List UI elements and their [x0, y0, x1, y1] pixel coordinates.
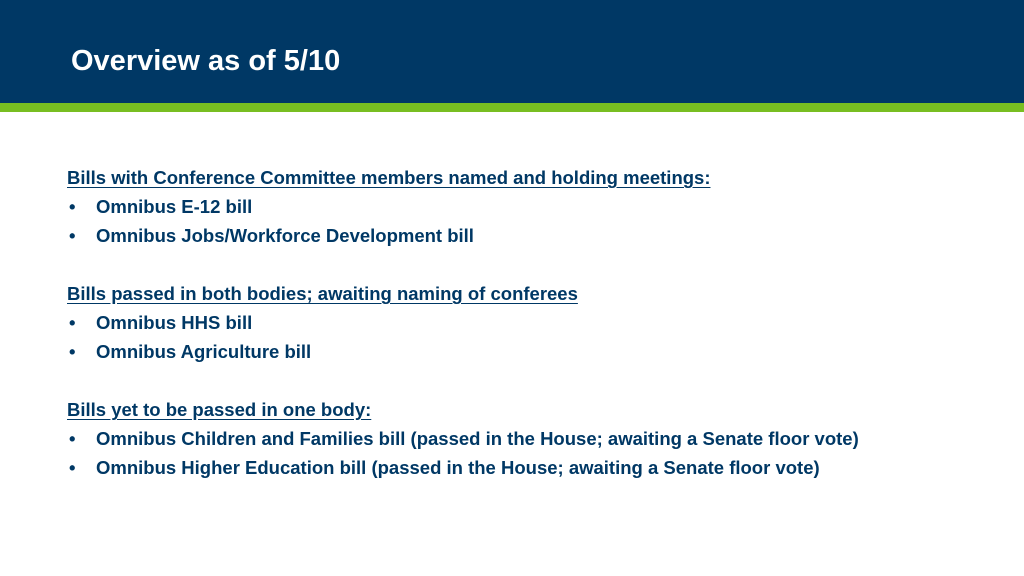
- list-item: [67, 192, 997, 221]
- section-heading: Bills passed in both bodies; awaiting naming of conferees: [67, 283, 578, 304]
- section-conference-committee: [67, 163, 997, 250]
- bullet-icon: •: [69, 312, 76, 333]
- list-item-text: Omnibus HHS bill: [96, 312, 253, 333]
- bullet-icon: •: [69, 341, 76, 362]
- list-item: [67, 337, 997, 366]
- slide-body: [67, 163, 997, 511]
- list-item: [67, 221, 997, 250]
- list-item-text: Omnibus Children and Families bill (passed in the House; awaiting a Senate floor vote): [96, 428, 859, 449]
- bullet-list: [67, 192, 997, 250]
- accent-bar: [0, 103, 1024, 112]
- section-heading: Bills with Conference Committee members named and holding meetings:: [67, 167, 711, 188]
- bullet-icon: •: [69, 196, 76, 217]
- section-heading: Bills yet to be passed in one body:: [67, 399, 372, 420]
- bullet-list: [67, 424, 997, 482]
- bullet-list: [67, 308, 997, 366]
- list-item-text: Omnibus Agriculture bill: [96, 341, 312, 362]
- bullet-icon: •: [69, 428, 76, 449]
- list-item-text: Omnibus E-12 bill: [96, 196, 253, 217]
- list-item-text: Omnibus Jobs/Workforce Development bill: [96, 225, 474, 246]
- bullet-icon: •: [69, 457, 76, 478]
- list-item: [67, 453, 997, 482]
- section-awaiting-conferees: [67, 279, 997, 366]
- section-yet-to-pass: [67, 395, 997, 482]
- list-item-text: Omnibus Higher Education bill (passed in the House; awaiting a Senate floor vote): [96, 457, 820, 478]
- list-item: [67, 424, 997, 453]
- slide-title: Overview as of 5/10: [71, 45, 341, 77]
- bullet-icon: •: [69, 225, 76, 246]
- slide-header: [0, 0, 1024, 103]
- list-item: [67, 308, 997, 337]
